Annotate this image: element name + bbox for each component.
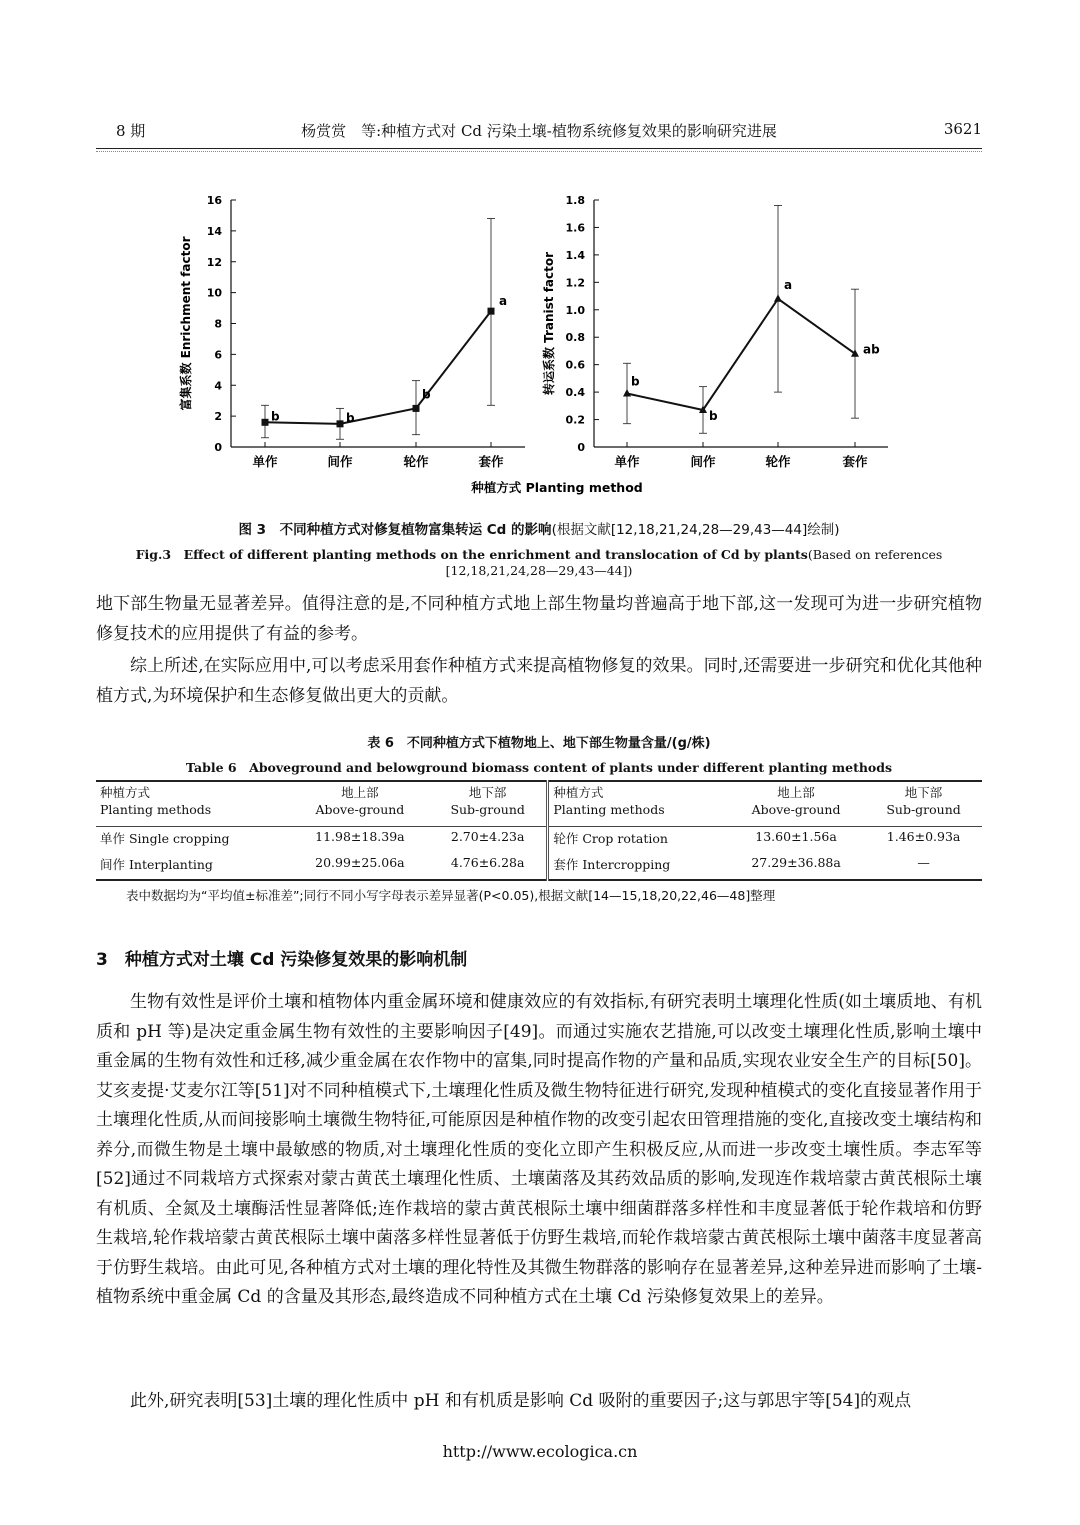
y-tick-label: 6 (214, 348, 222, 362)
y-tick-label: 12 (206, 255, 222, 269)
data-point (623, 389, 631, 397)
data-point (774, 294, 782, 302)
y-tick-label: 0 (577, 441, 585, 454)
significance-label: b (271, 409, 280, 424)
x-tick-label: 套作 (478, 454, 504, 469)
figure-caption-en-title: Fig.3 Effect of different planting methods on the enrichment and translocation of Cd by plants (135, 547, 808, 562)
series-line (265, 311, 491, 424)
figure-caption-en-refs: (Based on references [12,18,21,24,28—29,43—44]) (445, 547, 943, 578)
table-row (96, 853, 982, 880)
table-caption-en: Table 6 Aboveground and belowground biomass content of plants under different planting methods (185, 760, 893, 775)
significance-label: b (709, 408, 718, 423)
data-point (413, 405, 420, 412)
series-line (627, 299, 855, 410)
table-caption-cn: 表 6 不同种植方式下植物地上、地下部生物量含量/(g/株) (367, 736, 711, 751)
x-tick-label: 间作 (690, 454, 716, 469)
table-cell: 27.29±36.88a (727, 853, 865, 880)
significance-label: b (631, 374, 640, 389)
y-axis-label: 富集系数 Enrichment factor (179, 236, 193, 411)
figure-3 (0, 0, 1080, 510)
table-header-cell: 地上部 Above-ground (727, 781, 865, 827)
biomass-table (96, 780, 982, 881)
y-tick-label: 14 (206, 224, 222, 238)
issue-number: 8 期 (116, 122, 146, 140)
paragraph-1: 地下部生物量无显著差异。值得注意的是,不同种植方式地上部生物量均普遍高于地下部,这一发现可为进一步研究植物修复技术的应用提供了有益的参考。 (96, 594, 982, 644)
figure-caption-cn-title: 图 3 不同种植方式对修复植物富集转运 Cd 的影响 (238, 522, 552, 538)
table-cell: 轮作 Crop rotation (548, 827, 727, 854)
significance-label: ab (863, 342, 880, 357)
figure-caption-cn (96, 518, 982, 538)
table-cell: 2.70±4.23a (429, 827, 548, 854)
table-header-cell: 种植方式 Planting methods (96, 781, 291, 827)
y-axis-label: 转运系数 Tranist factor (542, 251, 556, 396)
page-number: 3621 (943, 120, 982, 138)
y-tick-label: 1.4 (565, 248, 585, 262)
shared-x-axis-label: 种植方式 Planting method (471, 480, 643, 495)
y-tick-label: 2 (214, 410, 222, 424)
table-cell: 单作 Single cropping (96, 827, 291, 854)
x-tick-label: 单作 (614, 454, 640, 469)
y-tick-label: 1.2 (565, 276, 585, 290)
y-tick-label: 0 (214, 441, 222, 454)
x-tick-label: 轮作 (403, 454, 429, 469)
y-tick-label: 16 (206, 194, 222, 207)
data-point (262, 419, 269, 426)
paragraph-4: 此外,研究表明[53]土壤的理化性质中 pH 和有机质是影响 Cd 吸附的重要因子;这与郭思宇等[54]的观点 (130, 1391, 912, 1411)
table-header-cell: 种植方式 Planting methods (548, 781, 727, 827)
running-title: 杨赏赏 等:种植方式对 Cd 污染土壤-植物系统修复效果的影响研究进展 (301, 122, 777, 140)
data-point (851, 349, 859, 357)
significance-label: b (422, 387, 431, 402)
table-cell: 20.99±25.06a (291, 853, 429, 880)
y-tick-label: 8 (214, 317, 222, 331)
significance-label: a (499, 294, 508, 309)
section-heading: 3 种植方式对土壤 Cd 污染修复效果的影响机制 (96, 950, 468, 970)
x-tick-label: 轮作 (765, 454, 791, 469)
table-note: 表中数据均为“平均值±标准差”;同行不同小写字母表示差异显著(P<0.05),根据文献[14—15,18,20,22,46—48]整理 (126, 888, 776, 903)
table-header-cell: 地下部 Sub-ground (429, 781, 548, 827)
table-cell: 11.98±18.39a (291, 827, 429, 854)
y-tick-label: 10 (206, 286, 222, 300)
y-tick-label: 0.4 (565, 386, 585, 400)
significance-label: a (784, 277, 793, 292)
x-tick-label: 间作 (327, 454, 353, 469)
table-cell: 1.46±0.93a (865, 827, 982, 854)
data-point (337, 420, 344, 427)
data-point (488, 308, 495, 315)
figure-caption-cn-refs: (根据文献[12,18,21,24,28—29,43—44]绘制) (551, 522, 840, 538)
paragraph-3: 生物有效性是评价土壤和植物体内重金属环境和健康效应的有效指标,有研究表明土壤理化性质(如土壤质地、有机质和 pH 等)是决定重金属生物有效性的主要影响因子[49]。而通过实施农艺措施,可以改变土壤理化性质,影响土壤中重金属的生物有效性和迁移,减少重金属在农作物中的富集,同时提高作物的产量和品质,实现农业安全生产的目标[50]。艾亥麦提·艾麦尔江等[51]对不同种植模式下,土壤理化性质及微生物特征进行研究,发现种植模式的变化直接显著作用于土壤理化性质,从而间接影响土壤微生物特征,可能原因是种植作物的改变引起农田管理措施的变化,直接改变土壤结构和养分,而微生物是土壤中最敏感的物质,对土壤理化性质的变化立即产生积极反应,从而进一步改变土壤性质。李志军等[52]通过不同栽培方式探索对蒙古黄芪土壤理化性质、土壤菌落及其药效品质的影响,发现连作栽培蒙古黄芪根际土壤有机质、全氮及土壤酶活性显著降低;连作栽培的蒙古黄芪根际土壤中细菌群落多样性和丰度显著低于轮作栽培和仿野生栽培,轮作栽培蒙古黄芪根际土壤中菌落多样性显著低于仿野生栽培,而轮作栽培蒙古黄芪根际土壤中菌落丰度显著高于仿野生栽培。由此可见,各种植方式对土壤的理化特性及其微生物群落的影响存在显著差异,这种差异进而影响了土壤-植物系统中重金属 Cd 的含量及其形态,最终造成不同种植方式在土壤 Cd 污染修复效果上的差异。 (96, 992, 982, 1307)
table-header-row (96, 781, 982, 827)
y-tick-label: 1.8 (565, 194, 585, 207)
x-tick-label: 套作 (842, 454, 868, 469)
y-tick-label: 0.8 (565, 331, 585, 345)
paragraph-2: 综上所述,在实际应用中,可以考虑采用套作种植方式来提高植物修复的效果。同时,还需要进一步研究和优化其他种植方式,为环境保护和生态修复做出更大的贡献。 (96, 656, 982, 706)
x-tick-label: 单作 (252, 454, 278, 469)
figure-caption-en (96, 545, 982, 578)
table-cell: 13.60±1.56a (727, 827, 865, 854)
table-cell: — (865, 853, 982, 880)
table-row (96, 827, 982, 854)
table-cell: 间作 Interplanting (96, 853, 291, 880)
y-tick-label: 1.0 (565, 303, 585, 317)
y-tick-label: 0.2 (565, 413, 585, 427)
table-header-cell: 地下部 Sub-ground (865, 781, 982, 827)
y-tick-label: 0.6 (565, 358, 585, 372)
table-cell: 套作 Intercropping (548, 853, 727, 880)
table-cell: 4.76±6.28a (429, 853, 548, 880)
y-tick-label: 4 (214, 379, 222, 393)
significance-label: b (346, 410, 355, 425)
table-header-cell: 地上部 Above-ground (291, 781, 429, 827)
y-tick-label: 1.6 (565, 221, 585, 235)
footer-url: http://www.ecologica.cn (442, 1442, 638, 1461)
